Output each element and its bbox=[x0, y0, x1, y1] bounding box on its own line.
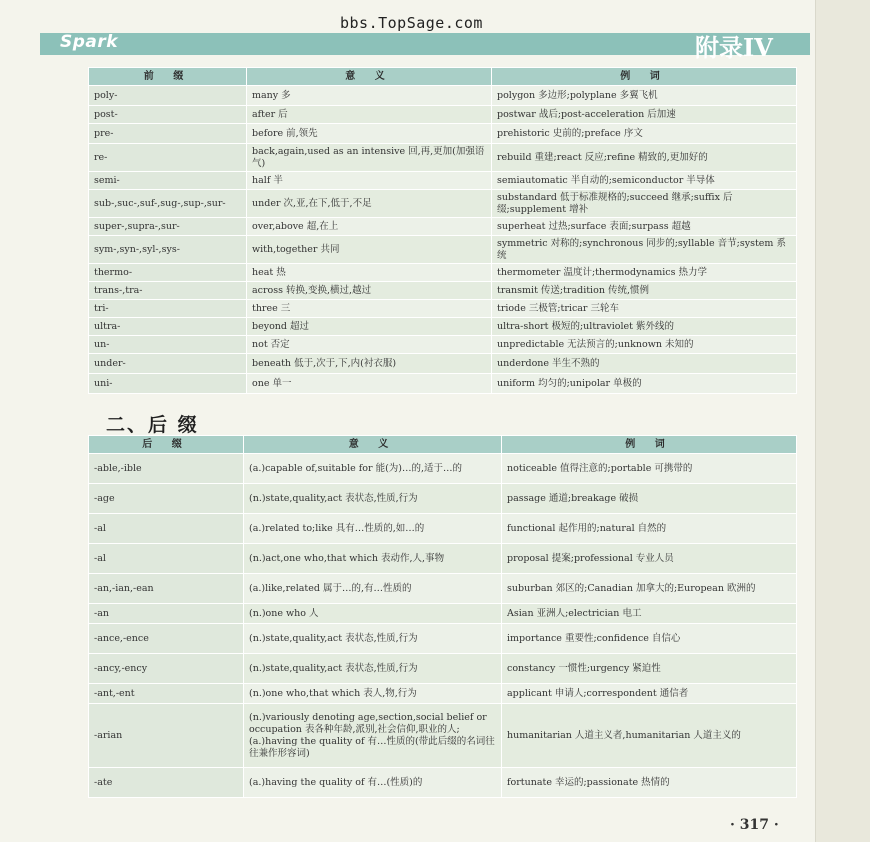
example-cell: importance 重要性;confidence 自信心 bbox=[502, 624, 797, 654]
affix-cell: ultra- bbox=[89, 318, 247, 336]
table-row bbox=[89, 544, 797, 574]
meaning-cell: three 三 bbox=[247, 300, 492, 318]
table-row bbox=[89, 654, 797, 684]
meaning-cell: (a.)like,related 属于…的,有…性质的 bbox=[244, 574, 502, 604]
prefix-table bbox=[88, 67, 797, 394]
page-edge bbox=[815, 0, 870, 842]
affix-cell: semi- bbox=[89, 172, 247, 190]
meaning-cell: (n.)one who 人 bbox=[244, 604, 502, 624]
table-row bbox=[89, 300, 797, 318]
example-cell: postwar 战后;post-acceleration 后加速 bbox=[492, 106, 797, 124]
affix-cell: sub-,suc-,suf-,sug-,sup-,sur- bbox=[89, 190, 247, 218]
meaning-cell: before 前,领先 bbox=[247, 124, 492, 144]
meaning-cell: (n.)one who,that which 表人,物,行为 bbox=[244, 684, 502, 704]
table-row bbox=[89, 704, 797, 768]
table-row bbox=[89, 336, 797, 354]
affix-cell: -age bbox=[89, 484, 244, 514]
table-row bbox=[89, 768, 797, 798]
section-title: 二、后 缀 bbox=[106, 414, 199, 436]
affix-cell: under- bbox=[89, 354, 247, 374]
table-row bbox=[89, 86, 797, 106]
table-header-row bbox=[89, 68, 797, 86]
column-header: 后 缀 bbox=[89, 436, 244, 454]
table-row bbox=[89, 624, 797, 654]
column-header: 例 词 bbox=[502, 436, 797, 454]
table-row bbox=[89, 318, 797, 336]
meaning-cell: back,again,used as an intensive 回,再,更加(加强语气) bbox=[247, 144, 492, 172]
column-header: 意 义 bbox=[244, 436, 502, 454]
meaning-cell: after 后 bbox=[247, 106, 492, 124]
table-row bbox=[89, 218, 797, 236]
meaning-cell: half 半 bbox=[247, 172, 492, 190]
example-cell: polygon 多边形;polyplane 多翼飞机 bbox=[492, 86, 797, 106]
table-header-row bbox=[89, 436, 797, 454]
affix-cell: -ate bbox=[89, 768, 244, 798]
meaning-cell: (n.)act,one who,that which 表动作,人,事物 bbox=[244, 544, 502, 574]
table-row bbox=[89, 144, 797, 172]
affix-cell: tri- bbox=[89, 300, 247, 318]
meaning-cell: over,above 超,在上 bbox=[247, 218, 492, 236]
affix-cell: trans-,tra- bbox=[89, 282, 247, 300]
affix-cell: -able,-ible bbox=[89, 454, 244, 484]
example-cell: prehistoric 史前的;preface 序文 bbox=[492, 124, 797, 144]
example-cell: underdone 半生不熟的 bbox=[492, 354, 797, 374]
meaning-cell: beneath 低于,次于,下,内(衬衣服) bbox=[247, 354, 492, 374]
example-cell: substandard 低于标准规格的;succeed 继承;suffix 后缀;supplement 增补 bbox=[492, 190, 797, 218]
affix-cell: super-,supra-,sur- bbox=[89, 218, 247, 236]
meaning-cell: one 单一 bbox=[247, 374, 492, 394]
appendix-title: 附录IV bbox=[695, 33, 773, 62]
affix-cell: un- bbox=[89, 336, 247, 354]
meaning-cell: (n.)variously denoting age,section,social belief or occupation 表各种年龄,派别,社会信仰,职业的人;(a.)having the quality of 有…性质的(带此后缀的名词往往兼作形容词) bbox=[244, 704, 502, 768]
meaning-cell: many 多 bbox=[247, 86, 492, 106]
example-cell: fortunate 幸运的;passionate 热情的 bbox=[502, 768, 797, 798]
column-header: 意 义 bbox=[247, 68, 492, 86]
table-row bbox=[89, 124, 797, 144]
example-cell: triode 三极管;tricar 三轮车 bbox=[492, 300, 797, 318]
table-row bbox=[89, 574, 797, 604]
affix-cell: -an bbox=[89, 604, 244, 624]
affix-cell: -al bbox=[89, 544, 244, 574]
column-header: 例 词 bbox=[492, 68, 797, 86]
affix-cell: -an,-ian,-ean bbox=[89, 574, 244, 604]
affix-cell: -ancy,-ency bbox=[89, 654, 244, 684]
meaning-cell: (a.)capable of,suitable for 能(为)…的,适于…的 bbox=[244, 454, 502, 484]
affix-cell: uni- bbox=[89, 374, 247, 394]
table-row bbox=[89, 354, 797, 374]
meaning-cell: (n.)state,quality,act 表状态,性质,行为 bbox=[244, 624, 502, 654]
table-row bbox=[89, 684, 797, 704]
table-row bbox=[89, 374, 797, 394]
example-cell: superheat 过热;surface 表面;surpass 超越 bbox=[492, 218, 797, 236]
affix-cell: post- bbox=[89, 106, 247, 124]
affix-cell: re- bbox=[89, 144, 247, 172]
example-cell: proposal 提案;professional 专业人员 bbox=[502, 544, 797, 574]
example-cell: symmetric 对称的;synchronous 同步的;syllable 音节;system 系统 bbox=[492, 236, 797, 264]
example-cell: Asian 亚洲人;electrician 电工 bbox=[502, 604, 797, 624]
affix-cell: pre- bbox=[89, 124, 247, 144]
meaning-cell: under 次,亚,在下,低于,不足 bbox=[247, 190, 492, 218]
meaning-cell: heat 热 bbox=[247, 264, 492, 282]
example-cell: unpredictable 无法预言的;unknown 未知的 bbox=[492, 336, 797, 354]
table-row bbox=[89, 172, 797, 190]
table-row bbox=[89, 484, 797, 514]
table-row bbox=[89, 514, 797, 544]
example-cell: suburban 郊区的;Canadian 加拿大的;European 欧洲的 bbox=[502, 574, 797, 604]
affix-cell: -ant,-ent bbox=[89, 684, 244, 704]
example-cell: rebuild 重建;react 反应;refine 精致的,更加好的 bbox=[492, 144, 797, 172]
table-row bbox=[89, 106, 797, 124]
meaning-cell: not 否定 bbox=[247, 336, 492, 354]
column-header: 前 缀 bbox=[89, 68, 247, 86]
example-cell: uniform 均匀的;unipolar 单极的 bbox=[492, 374, 797, 394]
table-row bbox=[89, 604, 797, 624]
affix-cell: thermo- bbox=[89, 264, 247, 282]
meaning-cell: across 转换,变换,横过,越过 bbox=[247, 282, 492, 300]
example-cell: semiautomatic 半自动的;semiconductor 半导体 bbox=[492, 172, 797, 190]
suffix-table-body bbox=[89, 454, 797, 798]
example-cell: passage 通道;breakage 破损 bbox=[502, 484, 797, 514]
example-cell: noticeable 值得注意的;portable 可携带的 bbox=[502, 454, 797, 484]
affix-cell: -al bbox=[89, 514, 244, 544]
table-row bbox=[89, 236, 797, 264]
table-row bbox=[89, 454, 797, 484]
site-watermark-url: bbs.TopSage.com bbox=[340, 14, 483, 32]
example-cell: applicant 申请人;correspondent 通信者 bbox=[502, 684, 797, 704]
example-cell: thermometer 温度计;thermodynamics 热力学 bbox=[492, 264, 797, 282]
affix-cell: -ance,-ence bbox=[89, 624, 244, 654]
example-cell: transmit 传送;tradition 传统,惯例 bbox=[492, 282, 797, 300]
table-row bbox=[89, 282, 797, 300]
meaning-cell: (a.)related to;like 具有…性质的,如…的 bbox=[244, 514, 502, 544]
example-cell: functional 起作用的;natural 自然的 bbox=[502, 514, 797, 544]
page-number: · 317 · bbox=[730, 817, 779, 833]
affix-cell: -arian bbox=[89, 704, 244, 768]
meaning-cell: beyond 超过 bbox=[247, 318, 492, 336]
example-cell: constancy 一惯性;urgency 紧迫性 bbox=[502, 654, 797, 684]
table-row bbox=[89, 190, 797, 218]
affix-cell: sym-,syn-,syl-,sys- bbox=[89, 236, 247, 264]
suffix-table bbox=[88, 435, 797, 798]
spark-logo: Spark bbox=[60, 32, 119, 52]
prefix-table-body bbox=[89, 86, 797, 394]
example-cell: ultra-short 极短的;ultraviolet 紫外线的 bbox=[492, 318, 797, 336]
meaning-cell: (a.)having the quality of 有…(性质)的 bbox=[244, 768, 502, 798]
meaning-cell: (n.)state,quality,act 表状态,性质,行为 bbox=[244, 654, 502, 684]
example-cell: humanitarian 人道主义者,humanitarian 人道主义的 bbox=[502, 704, 797, 768]
meaning-cell: with,together 共同 bbox=[247, 236, 492, 264]
affix-cell: poly- bbox=[89, 86, 247, 106]
meaning-cell: (n.)state,quality,act 表状态,性质,行为 bbox=[244, 484, 502, 514]
table-row bbox=[89, 264, 797, 282]
